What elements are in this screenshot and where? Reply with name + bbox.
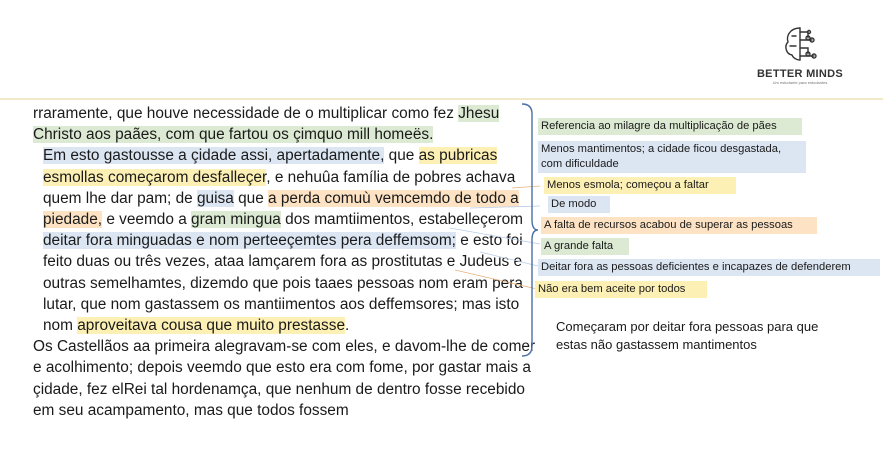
text-run: e esto foi feito duas ou três vezes, ataa lamçarem fora as prostitutas e Judeus e outras semelhamtes, dizemdo que pois taaes pessoas nom eram pera lutar, que nom gastassem os mantiimentos aos deffemsores; mas isto nom: [43, 232, 523, 335]
highlight-esmollas: as pubricas esmollas começarom desfalleçer: [43, 147, 498, 186]
logo-subtitle: Um estudante para estudantes: [772, 80, 828, 85]
highlight-perda-comum: a perda comuù vemcemdo de todo a piedade,: [43, 189, 519, 229]
highlight-aproveitava: aproveitava cousa que muito prestasse: [77, 317, 345, 335]
text-run: que: [233, 189, 269, 207]
highlight-gram-mingua: gram mingua: [191, 211, 281, 229]
note-de-modo: De modo: [548, 196, 610, 213]
logo-title: BETTER MINDS: [756, 68, 844, 80]
text-run: e veemdo a: [102, 211, 192, 229]
note-grande-falta: A grande falta: [541, 238, 629, 255]
paragraph-3: Os Castellãos aa primeira alegravam-se com eles, e davom-lhe de comer e acolhimento; depois veemdo que esto era com fome, por gastar mais a çidade, fez elRei tal hordenamça, que nenhum de dentro fosse recebido em seu acampamento, mas que todos fossem: [33, 338, 536, 419]
note-esmola: Menos esmola; começou a faltar: [544, 177, 736, 194]
highlight-apertadamente: Em esto gastousse a çidade assi, apertadamente,: [43, 147, 385, 165]
text-run: rraramente, que houve necessidade de o multiplicar como fez: [33, 105, 459, 122]
highlight-deitar-fora: deitar fora minguadas e nom perteeçemtes pera deffemsom;: [43, 232, 456, 250]
text-run: que: [384, 147, 419, 165]
text-run: , e nehuûa família de pobres achava quem lhe dar pam; de: [43, 168, 516, 207]
note-deitar-fora: Deitar fora as pessoas deficientes e incapazes de defenderem: [538, 259, 880, 276]
text-run: .: [345, 317, 350, 335]
note-nao-aceite: Não era bem aceite por todos: [535, 281, 707, 298]
text-run: dos mamtiimentos, estabelleçerom: [280, 211, 523, 229]
summary-note: Começaram por deitar fora pessoas para que estas não gastassem mantimentos: [556, 319, 819, 352]
note-mantimentos: Menos mantimentos; a cidade ficou desgastada, com dificuldade: [538, 141, 806, 173]
highlight-jhesu-christo: Jhesu Christo aos paães, com que fartou os çimquo mill homeës.: [33, 105, 500, 144]
bracket-brace: [520, 102, 540, 358]
note-multiplicacao: Referencia ao milagre da multiplicação de pães: [538, 118, 802, 135]
note-falta-recursos: A falta de recursos acabou de superar as pessoas: [541, 217, 817, 234]
highlight-guisa: guisa: [197, 189, 234, 207]
